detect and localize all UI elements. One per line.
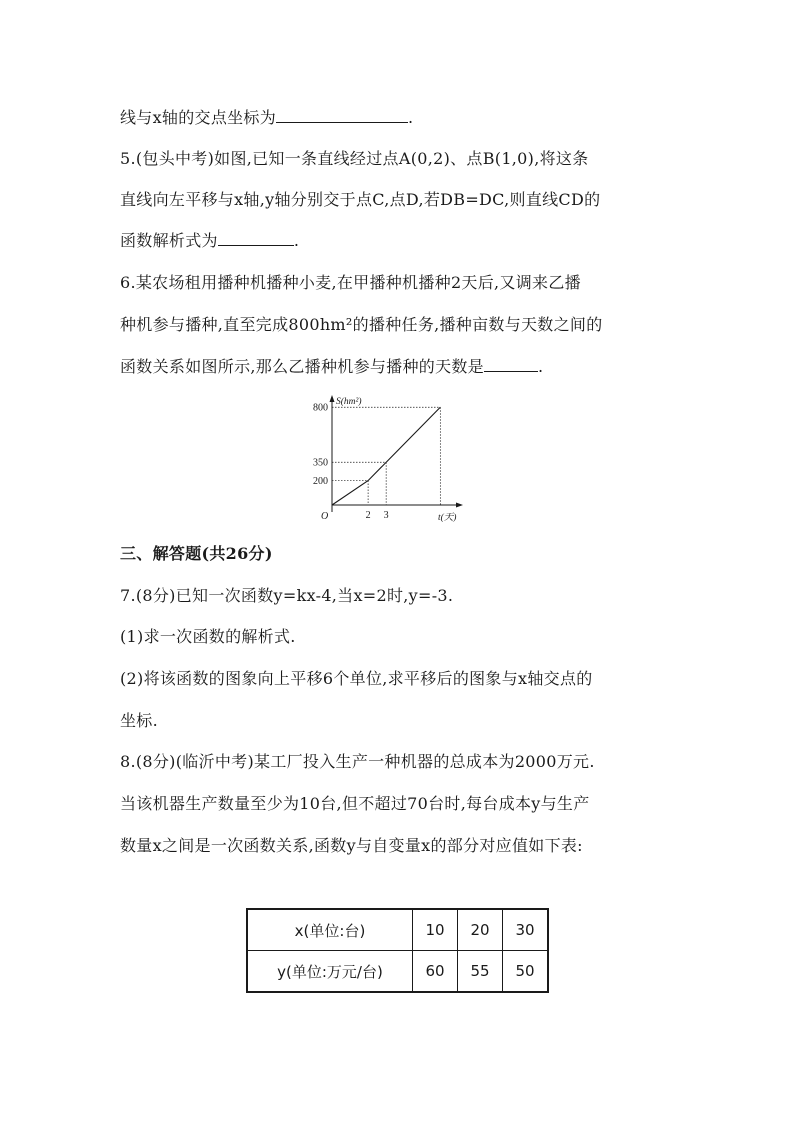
question-5-line-3-end: . xyxy=(293,231,300,250)
table-cell: 20 xyxy=(458,909,503,951)
text-line-1 xyxy=(120,108,413,128)
y-axis-arrow xyxy=(330,395,335,402)
chart-axes xyxy=(330,395,464,512)
question-6-line-2: 种机参与播种,直至完成800hm²的播种任务,播种亩数与天数之间的 xyxy=(120,315,603,334)
question-5-line-3-content: 函数解析式为 xyxy=(120,231,218,250)
sowing-line-chart xyxy=(300,390,475,528)
question-6-line-3-end: . xyxy=(538,357,544,376)
question-8-line-1: 8.(8分)(临沂中考)某工厂投入生产一种机器的总成本为2000万元. xyxy=(120,752,595,771)
y-tick-label: 350 xyxy=(313,457,328,469)
question-7-part-2: (2)将该函数的图象向上平移6个单位,求平移后的图象与x轴交点的 xyxy=(120,669,593,688)
table-row xyxy=(247,909,548,951)
value-table xyxy=(246,908,549,993)
answer-blank xyxy=(276,108,408,123)
table-cell: 50 xyxy=(503,951,549,993)
question-8-line-2: 当该机器生产数量至少为10台,但不超过70台时,每台成本y与生产 xyxy=(120,794,590,813)
x-tick-label: 2 xyxy=(365,510,371,521)
question-6-line-3-content: 函数关系如图所示,那么乙播种机参与播种的天数是 xyxy=(120,357,484,376)
y-axis-label: S(hm²) xyxy=(336,397,362,407)
table-cell: 60 xyxy=(413,951,458,993)
question-5-line-3 xyxy=(120,231,299,251)
question-8-line-3: 数量x之间是一次函数关系,函数y与自变量x的部分对应值如下表: xyxy=(120,836,583,855)
table-cell: 10 xyxy=(413,909,458,951)
guide-lines xyxy=(332,407,440,505)
question-5-line-1: 5.(包头中考)如图,已知一条直线经过点A(0,2)、点B(1,0),将这条 xyxy=(120,149,589,168)
table-row-label: x(单位:台) xyxy=(247,909,413,951)
question-6-line-3 xyxy=(120,357,543,377)
origin-label: O xyxy=(321,511,329,522)
table-row-label: y(单位:万元/台) xyxy=(247,951,413,993)
answer-blank xyxy=(218,231,294,246)
question-7-part-2-cont: 坐标. xyxy=(120,711,158,730)
text-line-1-end: . xyxy=(408,108,414,127)
table-cell: 30 xyxy=(503,909,549,951)
text-line-1-content: 线与x轴的交点坐标为 xyxy=(120,108,277,127)
question-7-part-1: (1)求一次函数的解析式. xyxy=(120,627,296,646)
question-6-line-1: 6.某农场租用播种机播种小麦,在甲播种机播种2天后,又调来乙播 xyxy=(120,273,581,292)
axis-ticks xyxy=(313,403,389,521)
x-axis-label: t(天) xyxy=(438,513,457,523)
table-cell: 55 xyxy=(458,951,503,993)
question-7-line-1: 7.(8分)已知一次函数y=kx-4,当x=2时,y=-3. xyxy=(120,586,454,605)
x-axis-arrow xyxy=(456,503,463,508)
answer-blank xyxy=(484,357,538,372)
y-tick-label: 200 xyxy=(313,476,328,488)
y-tick-label: 800 xyxy=(313,402,328,414)
table-row xyxy=(247,951,548,993)
section-heading: 三、解答题(共26分) xyxy=(120,544,273,563)
x-tick-label: 3 xyxy=(383,510,389,521)
question-5-line-2: 直线向左平移与x轴,y轴分别交于点C,点D,若DB=DC,则直线CD的 xyxy=(120,190,601,209)
